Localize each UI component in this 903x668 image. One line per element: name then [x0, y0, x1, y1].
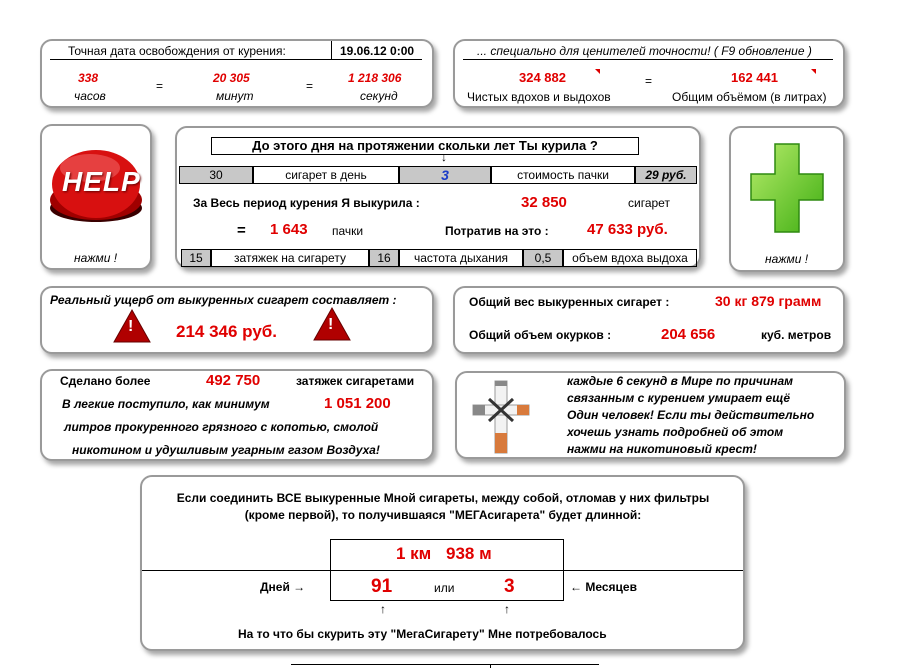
cross-line4: хочешь узнать подробней об этом: [567, 425, 784, 439]
precision-panel: [453, 39, 845, 108]
mega-line1: Если соединить ВСЕ выкуренные Мной сигареты, между собой, отломав у них фильтры: [176, 491, 710, 505]
eq-3: =: [645, 74, 653, 88]
packs-unit: пачки: [332, 224, 364, 238]
up-arrow-icon: ↑: [504, 602, 510, 616]
precision-rule: [463, 59, 833, 60]
puffs-line4: никотином и удушливым угарным газом Воздуха!: [72, 443, 380, 457]
volume-value: 162 441: [731, 70, 778, 85]
liters-value: 1 051 200: [324, 395, 391, 412]
cigs-per-day-value[interactable]: 30: [179, 166, 253, 184]
puffs-panel: [40, 369, 434, 461]
months-label: ← Месяцев: [570, 580, 637, 594]
minutes-value: 20 305: [213, 71, 250, 85]
cross-line5: нажми на никотиновый крест!: [567, 442, 757, 456]
weight-value: 30 кг 879 грамм: [715, 293, 822, 309]
spent-label: Потратив на это :: [445, 224, 549, 238]
up-arrow-icon: ↑: [380, 602, 386, 616]
history-question: До этого дня на протяжении скольки лет Ты курила ?: [211, 137, 639, 155]
butts-label: Общий объем окурков :: [469, 328, 612, 342]
pack-price-rub: 29 руб.: [635, 166, 697, 184]
period-label: За Весь период курения Я выкурила :: [193, 196, 420, 210]
warning-glyph: !: [128, 318, 134, 335]
hours-value: 338: [78, 71, 99, 85]
puffs-value[interactable]: 15: [181, 249, 211, 267]
cigarettes-unit: сигарет: [628, 196, 670, 210]
mega-panel: [140, 475, 745, 651]
eq-1: =: [156, 79, 164, 93]
cigarettes-value: 32 850: [521, 194, 567, 211]
damage-value: 214 346 руб.: [176, 322, 278, 341]
weight-label: Общий вес выкуренных сигарет :: [469, 295, 670, 309]
cross-line1: каждые 6 секунд в Мире по причинам: [567, 374, 794, 388]
plus-caption: нажми !: [765, 252, 809, 266]
pack-price-label: стоимость пачки: [491, 166, 635, 184]
release-label: Точная дата освобождения от курения:: [68, 44, 286, 58]
damage-label: Реальный ущерб от выкуренных сигарет составляет :: [50, 293, 397, 307]
help-panel[interactable]: [40, 124, 152, 270]
cross-line2: связанным с курением умирает ещё: [567, 391, 791, 405]
cigarette-cross-icon[interactable]: [469, 377, 533, 457]
plus-panel[interactable]: [729, 126, 845, 272]
months-value: 3: [504, 576, 515, 597]
minutes-unit: минут: [216, 89, 254, 103]
length-km: 1 км: [396, 544, 432, 563]
spent-value: 47 633 руб.: [587, 221, 668, 238]
help-caption: нажми !: [74, 251, 118, 265]
pack-price-input[interactable]: 3: [399, 166, 491, 184]
warning-glyph: !: [328, 316, 334, 333]
seconds-unit: секунд: [360, 89, 398, 103]
or-label: или: [434, 581, 455, 595]
seconds-value: 1 218 306: [348, 71, 402, 85]
mega-line2: (кроме первой), то получившаяся "МЕГАсигарета" будет длинной:: [244, 508, 642, 522]
eq-2: =: [306, 79, 314, 93]
history-panel: [175, 126, 701, 268]
puffs-line1-a: Сделано более: [60, 374, 151, 388]
puffs-label: затяжек на сигарету: [211, 249, 369, 267]
puffs-line3: литров прокуренного грязного с копотью, смолой: [64, 420, 379, 434]
packs-value: 1 643: [270, 221, 308, 238]
puffs-total: 492 750: [206, 372, 261, 389]
release-rule: [50, 59, 422, 60]
mega-footer: На то что бы скурить эту "МегаСигарету" Мне потребовалось: [238, 627, 607, 641]
down-arrow-icon: ↓: [441, 150, 447, 164]
inhale-volume-value[interactable]: 0,5: [523, 249, 563, 267]
precision-label: ... специально для ценителей точности! ( F9 обновление ): [477, 44, 812, 58]
days-value: 91: [371, 576, 393, 597]
cross-line3: Один человек! Если ты действительно: [567, 408, 815, 422]
volume-label: Общим объёмом (в литрах): [672, 90, 827, 104]
breaths-value: 324 882: [519, 70, 566, 85]
plus-icon[interactable]: [747, 140, 827, 236]
breath-rate-value[interactable]: 16: [369, 249, 399, 267]
bottom-strip: [291, 664, 599, 665]
cigs-per-day-label: сигарет в день: [253, 166, 399, 184]
comment-marker: [595, 69, 600, 74]
breaths-label: Чистых вдохов и выдохов: [467, 90, 611, 104]
breath-rate-label: частота дыхания: [399, 249, 523, 267]
length-m: 938 м: [446, 544, 492, 563]
bottom-strip-divider: [490, 664, 491, 668]
butts-value: 204 656: [661, 326, 716, 343]
eq-4: =: [237, 222, 246, 239]
butts-unit: куб. метров: [761, 328, 832, 342]
damage-panel: [40, 286, 434, 354]
weight-panel: [453, 286, 845, 354]
help-badge: HELP: [62, 166, 141, 197]
comment-marker: [811, 69, 816, 74]
inhale-volume-label: объем вдоха выдоха: [563, 249, 697, 267]
puffs-line1-b: затяжек сигаретами: [296, 374, 415, 388]
hours-unit: часов: [74, 89, 106, 103]
puffs-line2-a: В легкие поступило, как минимум: [62, 397, 270, 411]
release-divider: [331, 41, 332, 59]
release-date: 19.06.12 0:00: [340, 44, 415, 58]
cross-panel[interactable]: [455, 371, 846, 459]
days-label: Дней →: [260, 580, 306, 594]
release-panel: [40, 39, 434, 108]
